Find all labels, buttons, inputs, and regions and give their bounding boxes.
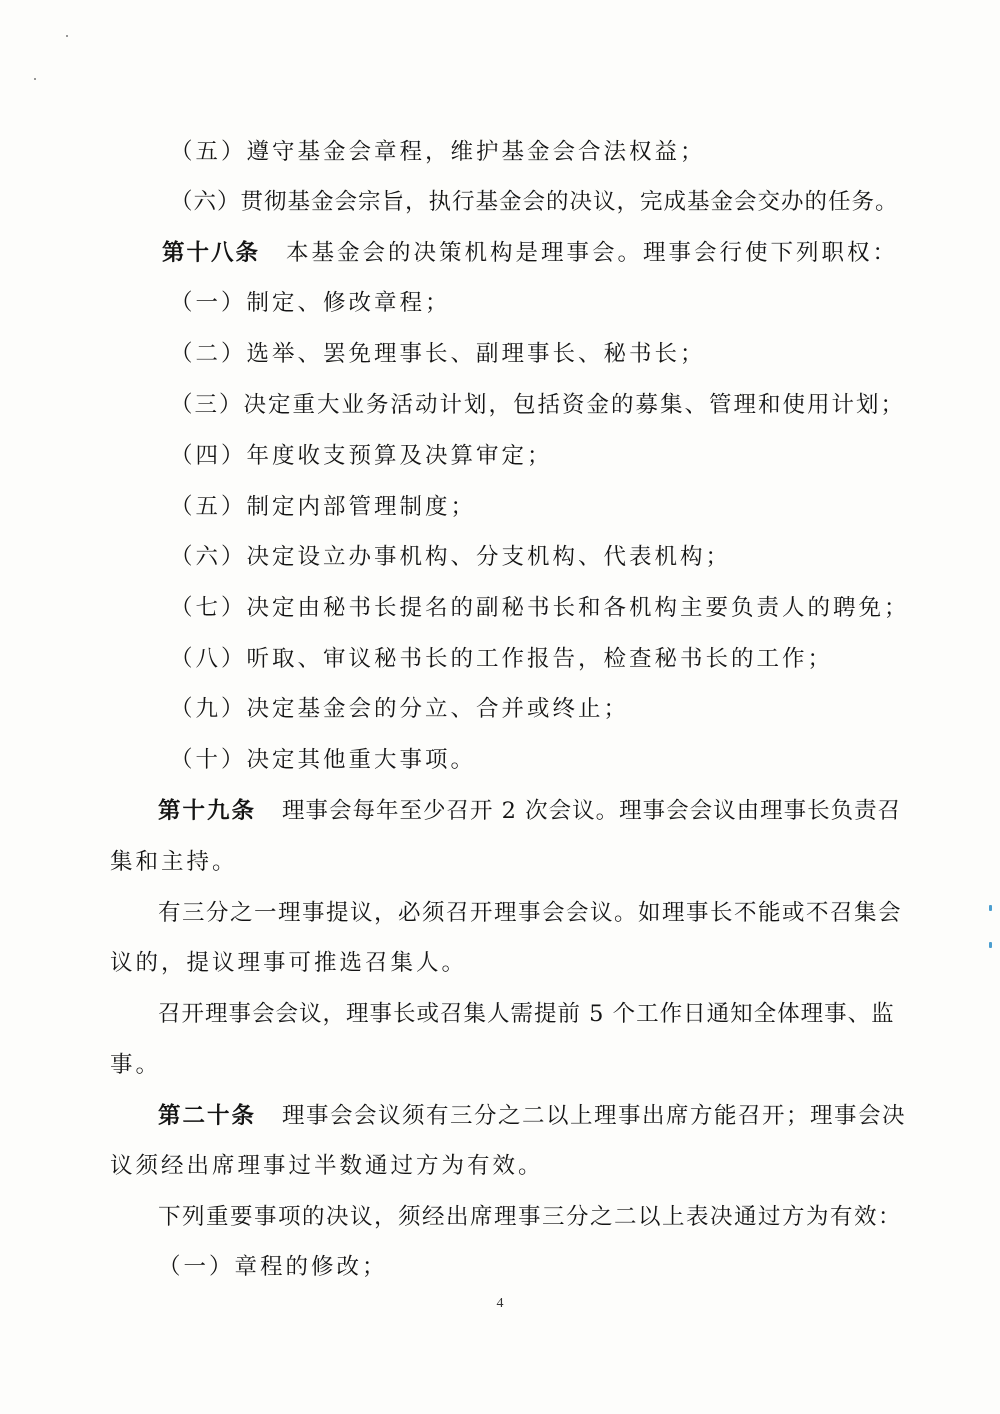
scan-edge-mark: [989, 942, 992, 948]
article-20-line: [158, 1101, 906, 1131]
list-item: （六）贯彻基金会宗旨，执行基金会的决议，完成基金会交办的任务。: [170, 189, 899, 215]
paragraph-line: 集和主持。: [110, 849, 238, 875]
list-item: （一）制定、修改章程；: [170, 290, 451, 316]
list-item: （三）决定重大业务活动计划，包括资金的募集、管理和使用计划；: [170, 392, 906, 418]
paragraph-line: 有三分之一理事提议，必须召开理事会会议。如理事长不能或不召集会: [158, 900, 903, 926]
list-item: （五）遵守基金会章程，维护基金会合法权益；: [170, 139, 706, 165]
article-18-line: [162, 238, 898, 268]
scan-speck: [34, 78, 36, 80]
list-item: （一）章程的修改；: [158, 1254, 388, 1280]
article-heading: 第十八条: [162, 240, 261, 266]
paragraph-line: 议须经出席理事过半数通过方为有效。: [110, 1153, 544, 1179]
article-heading: 第二十条: [158, 1103, 257, 1129]
paragraph-line: 召开理事会会议，理事长或召集人需提前 5 个工作日通知全体理事、监: [158, 1001, 895, 1027]
scan-edge-mark: [989, 905, 992, 911]
list-item: （六）决定设立办事机构、分支机构、代表机构；: [170, 544, 732, 570]
list-item: （七）决定由秘书长提名的副秘书长和各机构主要负责人的聘免；: [170, 595, 910, 621]
list-item: （十）决定其他重大事项。: [170, 747, 477, 773]
list-item: （九）决定基金会的分立、合并或终止；: [170, 696, 630, 722]
article-heading: 第十九条: [158, 798, 257, 824]
scan-speck: [66, 35, 68, 37]
article-text: 理事会会议须有三分之二以上理事出席方能召开；理事会决: [282, 1103, 907, 1129]
page-number: 4: [496, 1296, 504, 1311]
paragraph-line: 下列重要事项的决议，须经出席理事三分之二以上表决通过方为有效：: [158, 1204, 903, 1230]
list-item: （八）听取、审议秘书长的工作报告，检查秘书长的工作；: [170, 646, 834, 672]
paragraph-line: 事。: [110, 1052, 162, 1078]
article-19-line: [158, 796, 901, 826]
list-item: （二）选举、罢免理事长、副理事长、秘书长；: [170, 341, 706, 367]
article-text: 本基金会的决策机构是理事会。理事会行使下列职权：: [286, 240, 899, 266]
article-text: 理事会每年至少召开 2 次会议。理事会会议由理事长负责召: [282, 798, 902, 824]
paragraph-line: 议的，提议理事可推选召集人。: [110, 950, 468, 976]
list-item: （五）制定内部管理制度；: [170, 494, 477, 520]
list-item: （四）年度收支预算及决算审定；: [170, 443, 553, 469]
